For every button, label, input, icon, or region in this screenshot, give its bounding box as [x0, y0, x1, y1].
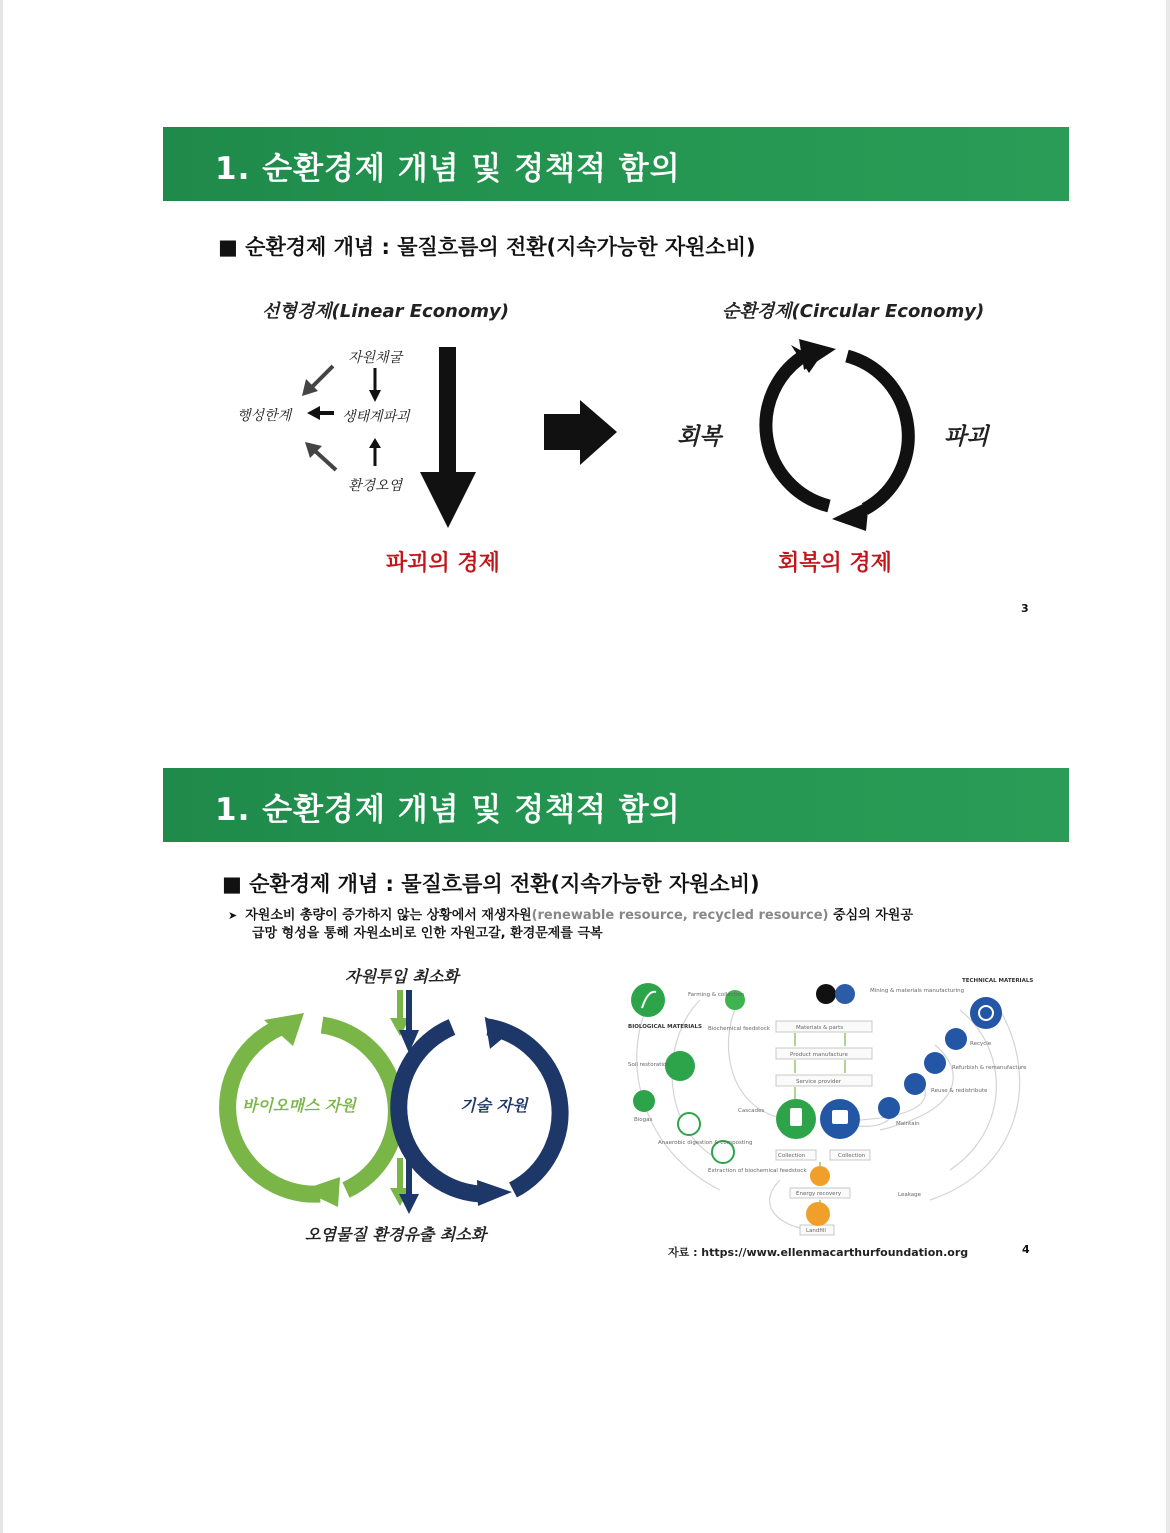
technical-materials-icon [970, 997, 1002, 1029]
label-biogas: Biogas [634, 1117, 653, 1123]
label-biochem: Biochemical feedstock [708, 1026, 770, 1032]
bullet-text-gray: (renewable resource, recycled resource) [531, 908, 829, 923]
label-restoration: Soil restoration [628, 1062, 670, 1068]
destruction-economy-label: 파괴의 경제 [386, 551, 500, 576]
label-leakage: Leakage [898, 1192, 922, 1198]
label-minimize-pollution: 오염물질 환경유출 최소화 [305, 1225, 487, 1244]
label-ecosystem-destruction: 생태계파괴 [342, 409, 410, 425]
label-biomass-resources: 바이오매스 자원 [242, 1096, 356, 1115]
energy-recovery-icon [810, 1166, 830, 1186]
circular-economy-heading: 순환경제(Circular Economy) [722, 301, 985, 322]
consumer-icon [776, 1099, 816, 1139]
linear-economy-heading: 선형경제(Linear Economy) [262, 301, 509, 322]
landfill-icon [806, 1202, 830, 1226]
slide-title: 1. 순환경제 개념 및 정책적 함의 [215, 792, 681, 828]
label-recovery: 회복 [677, 424, 722, 450]
slide-title: 1. 순환경제 개념 및 정책적 함의 [215, 151, 681, 187]
source-citation: 자료 : https://www.ellenmacarthurfoundation.org [668, 1246, 969, 1259]
label-technical-materials: TECHNICAL MATERIALS [962, 978, 1034, 984]
label-landfill: Landfill [806, 1228, 826, 1234]
bullet-text-start: 자원소비 총량이 증가하지 않는 상황에서 재생자원 [245, 908, 532, 923]
label-parts: Materials & parts [796, 1025, 844, 1031]
label-energy-recovery: Energy recovery [796, 1191, 842, 1197]
bullet-text-end: 중심의 자원공 [828, 908, 913, 923]
user-icon [820, 1099, 860, 1139]
biological-materials-icon [631, 983, 665, 1017]
label-farming: Farming & collection [688, 992, 745, 998]
label-maintain: Maintain [896, 1121, 920, 1127]
label-technical-resources: 기술 자원 [460, 1096, 528, 1115]
label-product: Product manufacture [790, 1052, 848, 1058]
label-biological-materials: BIOLOGICAL MATERIALS [628, 1024, 702, 1030]
label-collection-1: Collection [778, 1153, 806, 1159]
label-resource-extraction: 자원채굴 [348, 350, 403, 366]
label-collection-2: Collection [838, 1153, 866, 1159]
recycle-icon [945, 1028, 967, 1050]
biogas-icon [633, 1090, 655, 1112]
bullet-text-line2: 급망 형성을 통해 자원소비로 인한 자원고갈, 환경문제를 극복 [252, 926, 603, 941]
label-extraction: Extraction of biochemical feedstock [708, 1168, 807, 1174]
anaerobic-icon [678, 1113, 700, 1135]
label-refurbish: Refurbish & remanufacture [952, 1065, 1027, 1071]
label-reuse: Reuse & redistribute [931, 1088, 988, 1094]
slide-subtitle: ■ 순환경제 개념 : 물질흐름의 전환(지속가능한 자원소비) [222, 872, 760, 896]
page-number: 3 [1021, 602, 1029, 615]
bullet-marker: ➤ [228, 909, 238, 922]
maintain-icon [878, 1097, 900, 1119]
label-minimize-input: 자원투입 최소화 [345, 967, 459, 986]
reuse-icon [904, 1073, 926, 1095]
label-environmental-pollution: 환경오염 [348, 478, 403, 494]
label-anaerobic: Anaerobic digestion & composting [658, 1140, 753, 1146]
label-recycle: Recycle [970, 1041, 992, 1047]
label-mining: Mining & materials manufacturing [870, 988, 965, 994]
label-destruction: 파괴 [944, 424, 989, 450]
mining-icon [816, 984, 855, 1004]
label-service: Service provider [796, 1079, 841, 1085]
page-number: 4 [1022, 1243, 1030, 1256]
refurbish-icon [924, 1052, 946, 1074]
label-planetary-boundary: 행성한계 [237, 408, 292, 424]
label-cascades: Cascades [738, 1108, 765, 1114]
recovery-economy-label: 회복의 경제 [778, 551, 892, 576]
slide-subtitle: ■ 순환경제 개념 : 물질흐름의 전환(지속가능한 자원소비) [218, 235, 756, 259]
